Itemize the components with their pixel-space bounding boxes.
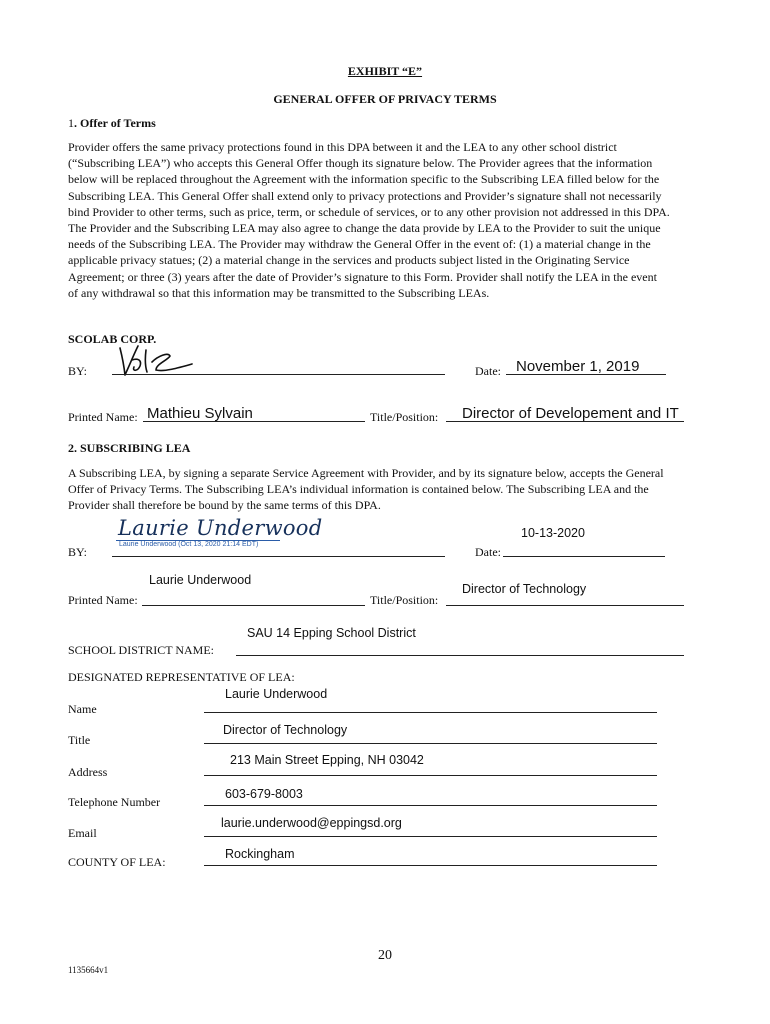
designated-phone-line — [204, 805, 657, 806]
section1-line: of any withdrawal so that this information may be transmitted to the Subscribing LEAs. — [68, 285, 490, 300]
lea-date-label: Date: — [475, 545, 501, 559]
document-id: 1135664v1 — [68, 965, 109, 975]
section1-line: bind Provider to other terms, such as price, term, or schedule of services, or to any other provision not addressed in this DPA. — [68, 204, 670, 219]
lea-printed-name-label: Printed Name: — [68, 593, 138, 607]
provider-date-value[interactable]: November 1, 2019 — [516, 358, 640, 375]
section2-line: Offer of Privacy Terms. The Subscribing LEA’s individual information is contained below. The Subscribing LEA and the — [68, 482, 649, 497]
provider-signature-line[interactable] — [112, 374, 445, 375]
designated-county-label: COUNTY OF LEA: — [68, 855, 166, 869]
section1-line: applicable privacy statues; (2) a material change in the services and products subject listed in the Originating Service — [68, 253, 630, 268]
designated-address-label: Address — [68, 765, 108, 779]
designated-heading: DESIGNATED REPRESENTATIVE OF LEA: — [68, 670, 295, 684]
section1-heading — [68, 116, 156, 131]
section1-line: Subscribing LEA. This General Offer shall extend only to privacy protections and Provider’s signature shall not necessarily — [68, 188, 662, 203]
designated-name-label: Name — [68, 702, 97, 716]
lea-date-value[interactable]: 10-13-2020 — [521, 526, 585, 540]
designated-county-value[interactable]: Rockingham — [225, 847, 295, 861]
designated-address-value[interactable]: 213 Main Street Epping, NH 03042 — [230, 753, 424, 767]
lea-title-value[interactable]: Director of Technology — [462, 582, 587, 596]
section1-line: below will be replaced throughout the Agreement with the information specific to the Subscribing LEA filled below for the — [68, 172, 660, 187]
section2-line: A Subscribing LEA, by signing a separate Service Agreement with Provider, and by its signature below, accepts the General — [68, 466, 664, 480]
provider-date-label: Date: — [475, 364, 501, 378]
section2-line: Provider shall therefore be bound by the same terms of this DPA. — [68, 498, 381, 513]
lea-printed-name-value[interactable]: Laurie Underwood — [149, 573, 252, 587]
designated-email-line — [204, 836, 657, 837]
designated-email-label: Email — [68, 826, 97, 840]
section1-title: . Offer of Terms — [74, 116, 156, 130]
lea-printed-name-line — [142, 605, 365, 606]
provider-by-label: BY: — [68, 364, 87, 378]
provider-date-line — [506, 374, 666, 375]
designated-phone-label: Telephone Number — [68, 795, 161, 809]
designated-name-value[interactable]: Laurie Underwood — [225, 687, 328, 701]
designated-email-value[interactable]: laurie.underwood@eppingsd.org — [221, 816, 402, 830]
designated-address-line — [204, 775, 657, 776]
lea-signature-caption: Laurie Underwood (Oct 13, 2020 21:14 EDT) — [119, 541, 259, 548]
lea-by-label: BY: — [68, 545, 87, 559]
designated-county-line — [204, 865, 657, 866]
lea-date-line — [503, 556, 665, 557]
section1-line: needs of the Subscribing LEA. The Provider may withdraw the General Offer in the event of: (1) a material change in the — [68, 237, 651, 252]
section1-body — [68, 139, 704, 301]
provider-company: SCOLAB CORP. — [68, 332, 157, 346]
provider-title-label: Title/Position: — [370, 410, 439, 424]
exhibit-title: EXHIBIT “E” — [347, 64, 423, 78]
lea-title-label: Title/Position: — [370, 593, 439, 607]
designated-title-value[interactable]: Director of Technology — [223, 723, 348, 737]
document-title: GENERAL OFFER OF PRIVACY TERMS — [273, 92, 497, 106]
designated-title-label: Title — [68, 733, 91, 747]
section2-heading: 2. SUBSCRIBING LEA — [68, 441, 191, 455]
designated-phone-value[interactable]: 603-679-8003 — [225, 787, 303, 801]
provider-title-value[interactable]: Director of Developement and IT — [462, 405, 679, 422]
lea-district-value[interactable]: SAU 14 Epping School District — [247, 626, 416, 640]
provider-printed-name-value[interactable]: Mathieu Sylvain — [147, 405, 253, 422]
page-number: 20 — [378, 948, 392, 963]
provider-title-line — [446, 421, 684, 422]
section2-body — [68, 465, 704, 514]
lea-signature: Laurie Underwood — [118, 516, 323, 540]
provider-printed-name-label: Printed Name: — [68, 410, 138, 424]
designated-title-line — [204, 743, 657, 744]
section1-line: Agreement; or three (3) years after the date of Provider’s signature to this Form. Provider shall notify the LEA in the event — [68, 269, 657, 284]
section1-line: The Provider and the Subscribing LEA may also agree to change the data provide by LEA to the Provider to suit the unique — [68, 221, 661, 236]
section1-line: Provider offers the same privacy protections found in this DPA between it and the LEA to any other school district — [68, 140, 617, 154]
section1-number: 1 — [68, 116, 74, 130]
lea-district-label: SCHOOL DISTRICT NAME: — [68, 643, 215, 657]
lea-title-line — [446, 605, 684, 606]
section1-line: (“Subscribing LEA”) who accepts this General Offer though its signature below. The Provider agrees that the information — [68, 156, 653, 171]
provider-printed-name-line — [143, 421, 365, 422]
lea-district-line — [236, 655, 684, 656]
lea-signature-line[interactable] — [112, 556, 445, 557]
designated-name-line — [204, 712, 657, 713]
